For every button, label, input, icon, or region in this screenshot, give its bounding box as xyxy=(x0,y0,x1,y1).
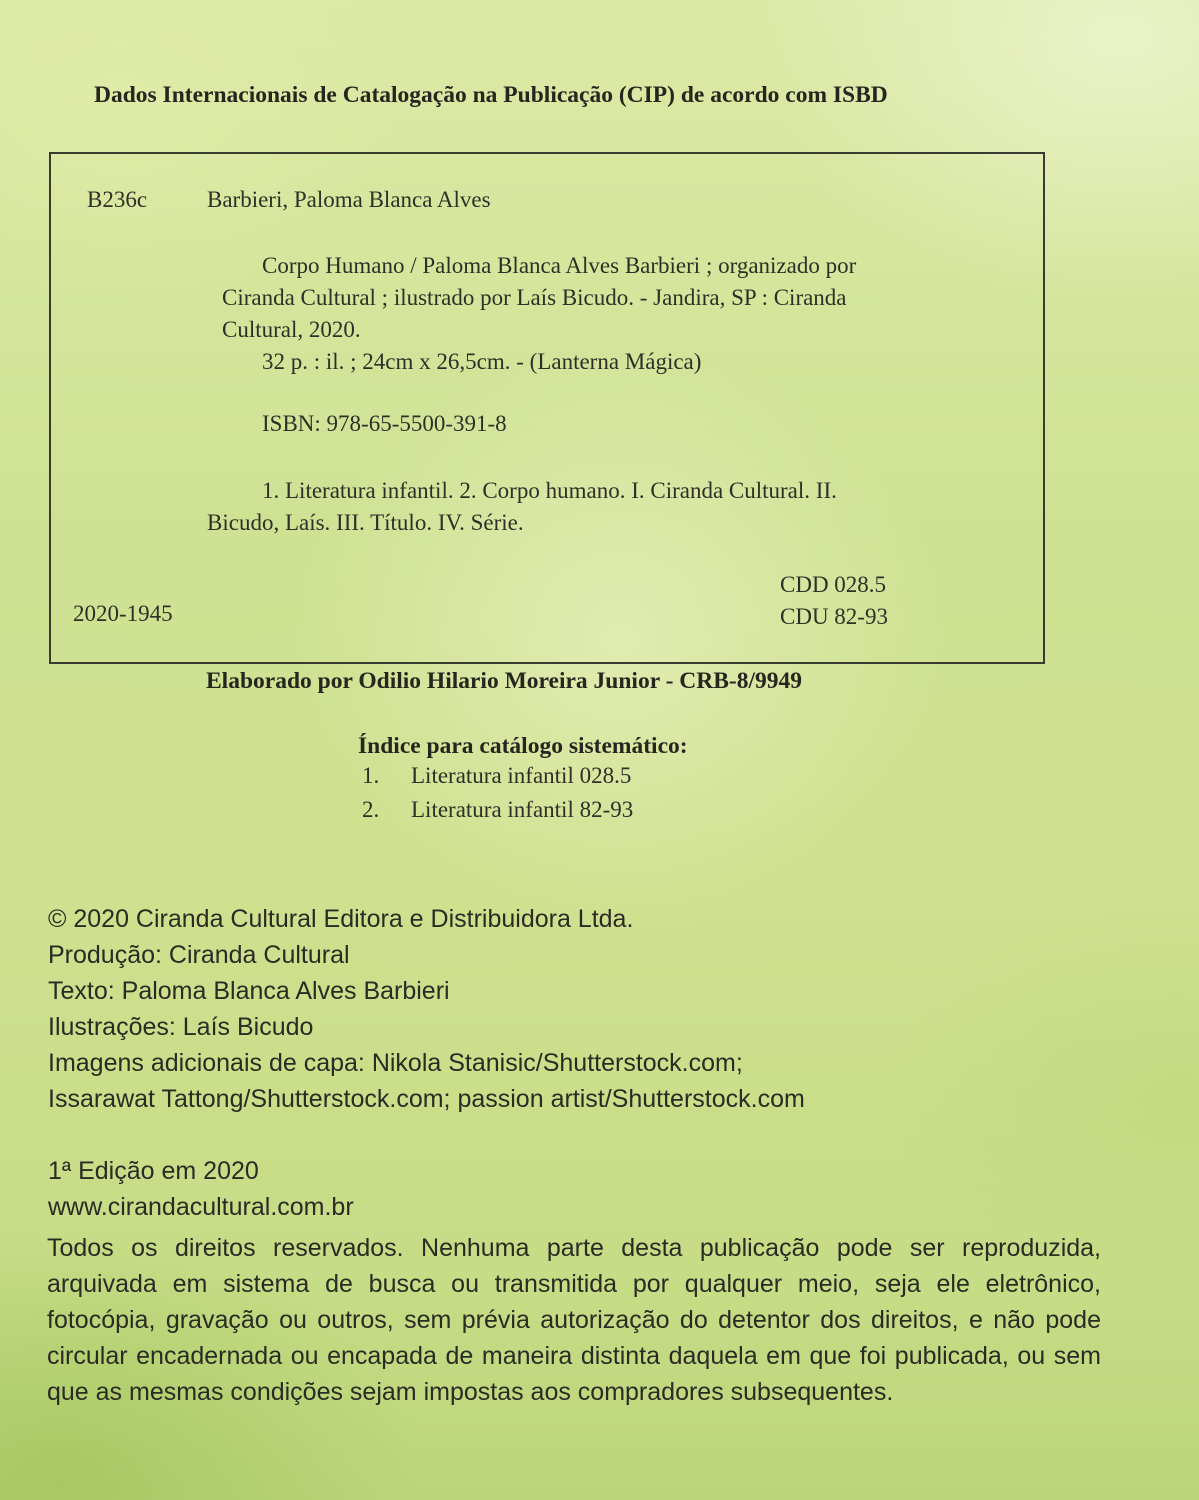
cover-images-credit: Imagens adicionais de capa: Nikola Stanisic/Shutterstock.com; xyxy=(48,1049,743,1077)
title-line-2: Ciranda Cultural ; ilustrado por Laís Bicudo. - Jandira, SP : Ciranda xyxy=(222,285,847,310)
physical-description: 32 p. : il. ; 24cm x 26,5cm. - (Lanterna Mágica) xyxy=(262,349,702,374)
call-number: B236c xyxy=(87,187,148,212)
cataloger-credit: Elaborado por Odilio Hilario Moreira Junior - CRB-8/9949 xyxy=(206,668,803,694)
title-line-3: Cultural, 2020. xyxy=(222,317,361,342)
text-credit: Texto: Paloma Blanca Alves Barbieri xyxy=(48,977,450,1005)
cdu: CDU 82-93 xyxy=(780,604,888,629)
production-credit: Produção: Ciranda Cultural xyxy=(48,941,350,969)
website: www.cirandacultural.com.br xyxy=(48,1193,354,1221)
index-item-number: 2. xyxy=(362,797,380,822)
record-id: 2020-1945 xyxy=(73,601,173,626)
copyright-line: © 2020 Ciranda Cultural Editora e Distribuidora Ltda. xyxy=(48,905,634,933)
cip-record-box xyxy=(49,152,1045,664)
index-item-text: Literatura infantil 028.5 xyxy=(411,763,632,788)
subjects-line-1: 1. Literatura infantil. 2. Corpo humano. I. Ciranda Cultural. II. xyxy=(262,478,837,503)
index-item-text: Literatura infantil 82-93 xyxy=(411,797,634,822)
index-item-number: 1. xyxy=(362,763,380,788)
rights-notice: Todos os direitos reservados. Nenhuma parte desta publicação pode ser reproduzida, arquivada em sistema de busca ou transmitida por qualquer meio, seja ele eletrônico, fotocópia, gravação ou outros, sem prévia autorização do detentor dos direitos, e não pode circular encadernada ou encapada de maneira distinta daquela em que foi publicada, ou sem que as mesmas condições sejam impostas aos compradores subsequentes. xyxy=(47,1234,1101,1406)
index-title: Índice para catálogo sistemático: xyxy=(358,733,688,759)
cip-heading: Dados Internacionais de Catalogação na Publicação (CIP) de acordo com ISBD xyxy=(94,82,888,108)
illustration-credit: Ilustrações: Laís Bicudo xyxy=(48,1013,314,1041)
author: Barbieri, Paloma Blanca Alves xyxy=(207,187,491,212)
cover-images-credit-cont: Issarawat Tattong/Shutterstock.com; passion artist/Shutterstock.com xyxy=(48,1085,805,1113)
isbn: ISBN: 978-65-5500-391-8 xyxy=(262,411,507,436)
title-line-1: Corpo Humano / Paloma Blanca Alves Barbieri ; organizado por xyxy=(262,253,857,278)
edition: 1ª Edição em 2020 xyxy=(48,1157,259,1185)
cdd: CDD 028.5 xyxy=(780,572,887,597)
subjects-line-2: Bicudo, Laís. III. Título. IV. Série. xyxy=(207,510,524,535)
